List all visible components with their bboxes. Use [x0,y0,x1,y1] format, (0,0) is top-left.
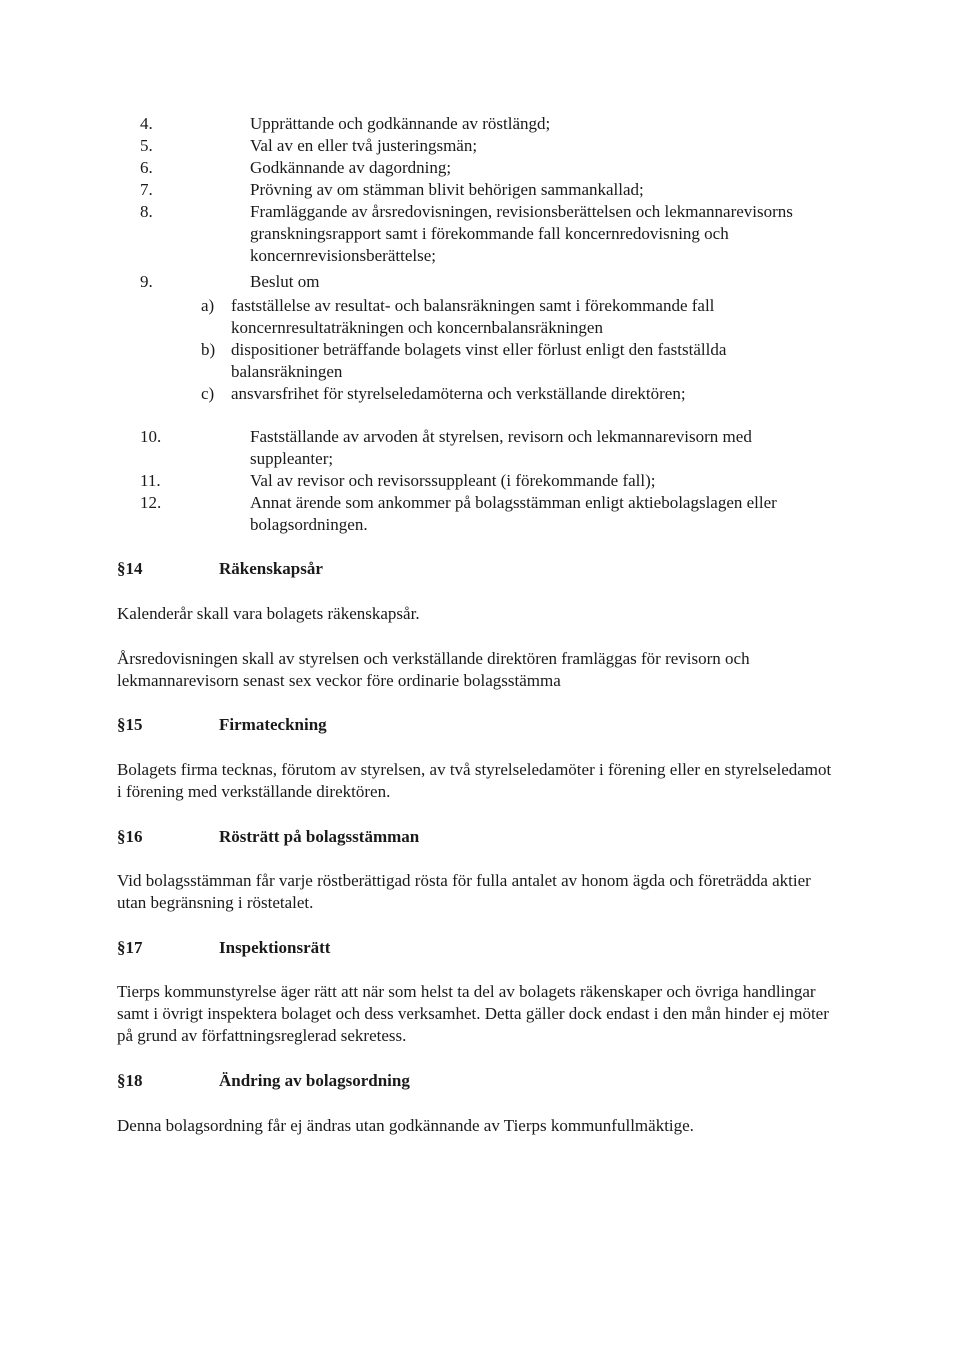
paragraph: Denna bolagsordning får ej ändras utan godkännande av Tierps kommunfullmäktige. [117,1116,694,1135]
section-number: §18 [117,1071,143,1090]
section-title: Firmateckning [219,715,327,734]
item-number: 10. [140,427,162,446]
section-heading-17 [117,937,330,959]
section-number: §14 [117,559,143,578]
item-number: 9. [140,272,153,291]
paragraph: Bolagets firma tecknas, förutom av styrelsen, av två styrelseledamöter i förening eller en styrelseledamot i förening med verkställande direktören. [117,760,832,801]
list-item [0,492,960,536]
section-title: Ändring av bolagsordning [219,1071,410,1090]
item-number: 8. [140,202,153,221]
list-item [0,470,960,492]
sub-item-text: dispositioner beträffande bolagets vinst eller förlust enligt den fastställda balansräkningen [231,340,727,381]
item-text: Godkännande av dagordning; [250,158,452,177]
list-item [0,179,960,201]
list-item [0,271,960,293]
item-number: 7. [140,180,153,199]
sub-item-text: fastställelse av resultat- och balansräkningen samt i förekommande fall koncernresultaträkningen och koncernbalansräkningen [231,296,715,337]
item-text: Annat ärende som ankommer på bolagsstämman enligt aktiebolagslagen eller bolagsordningen. [250,493,777,534]
section-heading-15 [117,714,327,736]
item-text: Fastställande av arvoden åt styrelsen, revisorn och lekmannarevisorn med suppleanter; [250,427,752,468]
sub-item [0,295,960,339]
section-title: Räkenskapsår [219,559,323,578]
list-item [0,135,960,157]
item-text: Framläggande av årsredovisningen, revisionsberättelsen och lekmannarevisorns granskningsrapport samt i förekommande fall koncernredovisning och koncernrevisionsberättelse; [250,202,793,265]
list-item [0,426,960,470]
item-number: 6. [140,158,153,177]
list-item [0,157,960,179]
sub-item [0,339,960,383]
sub-item [0,383,960,405]
sub-item-letter: b) [201,340,216,359]
item-text: Beslut om [250,272,320,291]
item-text: Upprättande och godkännande av röstlängd; [250,114,551,133]
list-item [0,201,960,267]
item-number: 11. [140,471,161,490]
section-title: Rösträtt på bolagsstämman [219,827,420,846]
agenda-list [0,113,960,536]
section-number: §16 [117,827,143,846]
item-text: Val av en eller två justeringsmän; [250,136,478,155]
section-heading-16 [117,826,419,848]
section-heading-14 [117,558,323,580]
list-item [0,113,960,135]
section-title: Inspektionsrätt [219,938,331,957]
section-number: §17 [117,938,143,957]
sub-item-text: ansvarsfrihet för styrelseledamöterna och verkställande direktören; [231,384,686,403]
section-heading-18 [117,1070,410,1092]
item-number: 12. [140,493,162,512]
section-number: §15 [117,715,143,734]
item-text: Val av revisor och revisorssuppleant (i förekommande fall); [250,471,656,490]
sub-item-letter: a) [201,296,215,315]
paragraph: Tierps kommunstyrelse äger rätt att när som helst ta del av bolagets räkenskaper och övriga handlingar samt i övrigt inspektera bolaget och dess verksamhet. Detta gäller dock endast i den mån hinder ej möter på grund av författningsreglerad sekretess. [117,982,829,1045]
item-number: 4. [140,114,153,133]
sub-item-letter: c) [201,384,215,403]
paragraph: Vid bolagsstämman får varje röstberättigad rösta för fulla antalet av honom ägda och företrädda aktier utan begränsning i röstetalet. [117,871,811,912]
item-number: 5. [140,136,153,155]
paragraph: Årsredovisningen skall av styrelsen och verkställande direktören framläggas för revisorn och lekmannarevisorn senast sex veckor före ordinarie bolagsstämma [117,649,750,690]
item-text: Prövning av om stämman blivit behörigen sammankallad; [250,180,644,199]
paragraph: Kalenderår skall vara bolagets räkenskapsår. [117,604,420,623]
